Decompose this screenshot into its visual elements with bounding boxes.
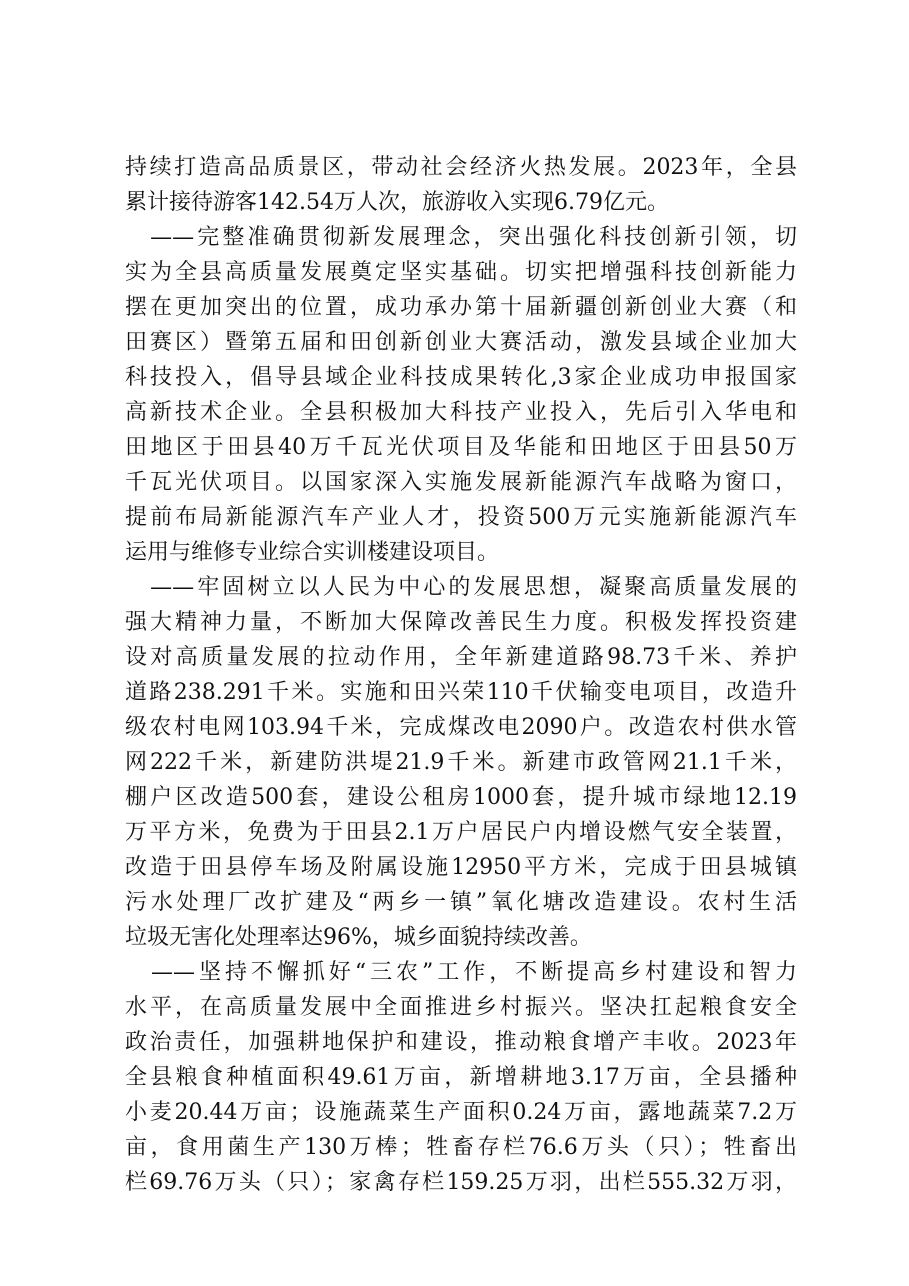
text-line: 万平方米，免费为于田县2.1万户居民户内增设燃气安全装置， [125,820,797,845]
text-line: ——坚持不懈抓好“三农”工作，不断提高乡村建设和智力 [125,960,797,985]
text-line: 高新技术企业。全县积极加大科技产业投入，先后引入华电和 [125,400,797,425]
text-line: 提前布局新能源汽车产业人才，投资500万元实施新能源汽车 [125,505,797,530]
text-line: 强大精神力量，不断加大保障改善民生力度。积极发挥投资建 [125,610,797,635]
text-line: 垃圾无害化处理率达96%，城乡面貌持续改善。 [125,925,592,950]
text-line: ——牢固树立以人民为中心的发展思想，凝聚高质量发展的 [125,575,797,600]
text-line: 田赛区）暨第五届和田创新创业大赛活动，激发县域企业加大 [125,330,797,355]
text-line: 累计接待游客142.54万人次，旅游收入实现6.79亿元。 [125,190,669,215]
text-line: 田地区于田县40万千瓦光伏项目及华能和田地区于田县50万 [125,435,797,460]
text-line: 网222千米，新建防洪堤21.9千米。新建市政管网21.1千米， [125,750,797,775]
text-line: 道路238.291千米。实施和田兴荣110千伏输变电项目，改造升 [125,680,797,705]
text-line: 科技投入，倡导县域企业科技成果转化,3家企业成功申报国家 [125,365,797,390]
text-line: 栏69.76万头（只）；家禽存栏159.25万羽，出栏555.32万羽， [125,1170,797,1195]
text-line: 政治责任，加强耕地保护和建设，推动粮食增产丰收。2023年 [125,1030,797,1055]
text-line: 改造于田县停车场及附属设施12950平方米，完成于田县城镇 [125,855,797,880]
text-line: 设对高质量发展的拉动作用，全年新建道路98.73千米、养护 [125,645,797,670]
text-line: 亩，食用菌生产130万棒；牲畜存栏76.6万头（只）；牲畜出 [125,1135,797,1160]
text-line: 持续打造高品质景区，带动社会经济火热发展。2023年，全县 [125,155,797,180]
text-line: 实为全县高质量发展奠定坚实基础。切实把增强科技创新能力 [125,260,797,285]
text-line: 摆在更加突出的位置，成功承办第十届新疆创新创业大赛（和 [125,295,797,320]
text-line: 运用与维修专业综合实训楼建设项目。 [125,540,500,565]
text-line: 棚户区改造500套，建设公租房1000套，提升城市绿地12.19 [125,785,797,810]
text-line: 全县粮食种植面积49.61万亩，新增耕地3.17万亩，全县播种 [125,1065,797,1090]
text-line: 级农村电网103.94千米，完成煤改电2090户。改造农村供水管 [125,715,797,740]
text-line: 水平，在高质量发展中全面推进乡村振兴。坚决扛起粮食安全 [125,995,797,1020]
text-line: 千瓦光伏项目。以国家深入实施发展新能源汽车战略为窗口， [125,470,797,495]
text-line: ——完整准确贯彻新发展理念，突出强化科技创新引领，切 [125,225,797,250]
text-line: 小麦20.44万亩；设施蔬菜生产面积0.24万亩，露地蔬菜7.2万 [125,1100,797,1125]
text-line: 污水处理厂改扩建及“两乡一镇”氧化塘改造建设。农村生活 [125,890,797,915]
body-text [125,150,797,1200]
